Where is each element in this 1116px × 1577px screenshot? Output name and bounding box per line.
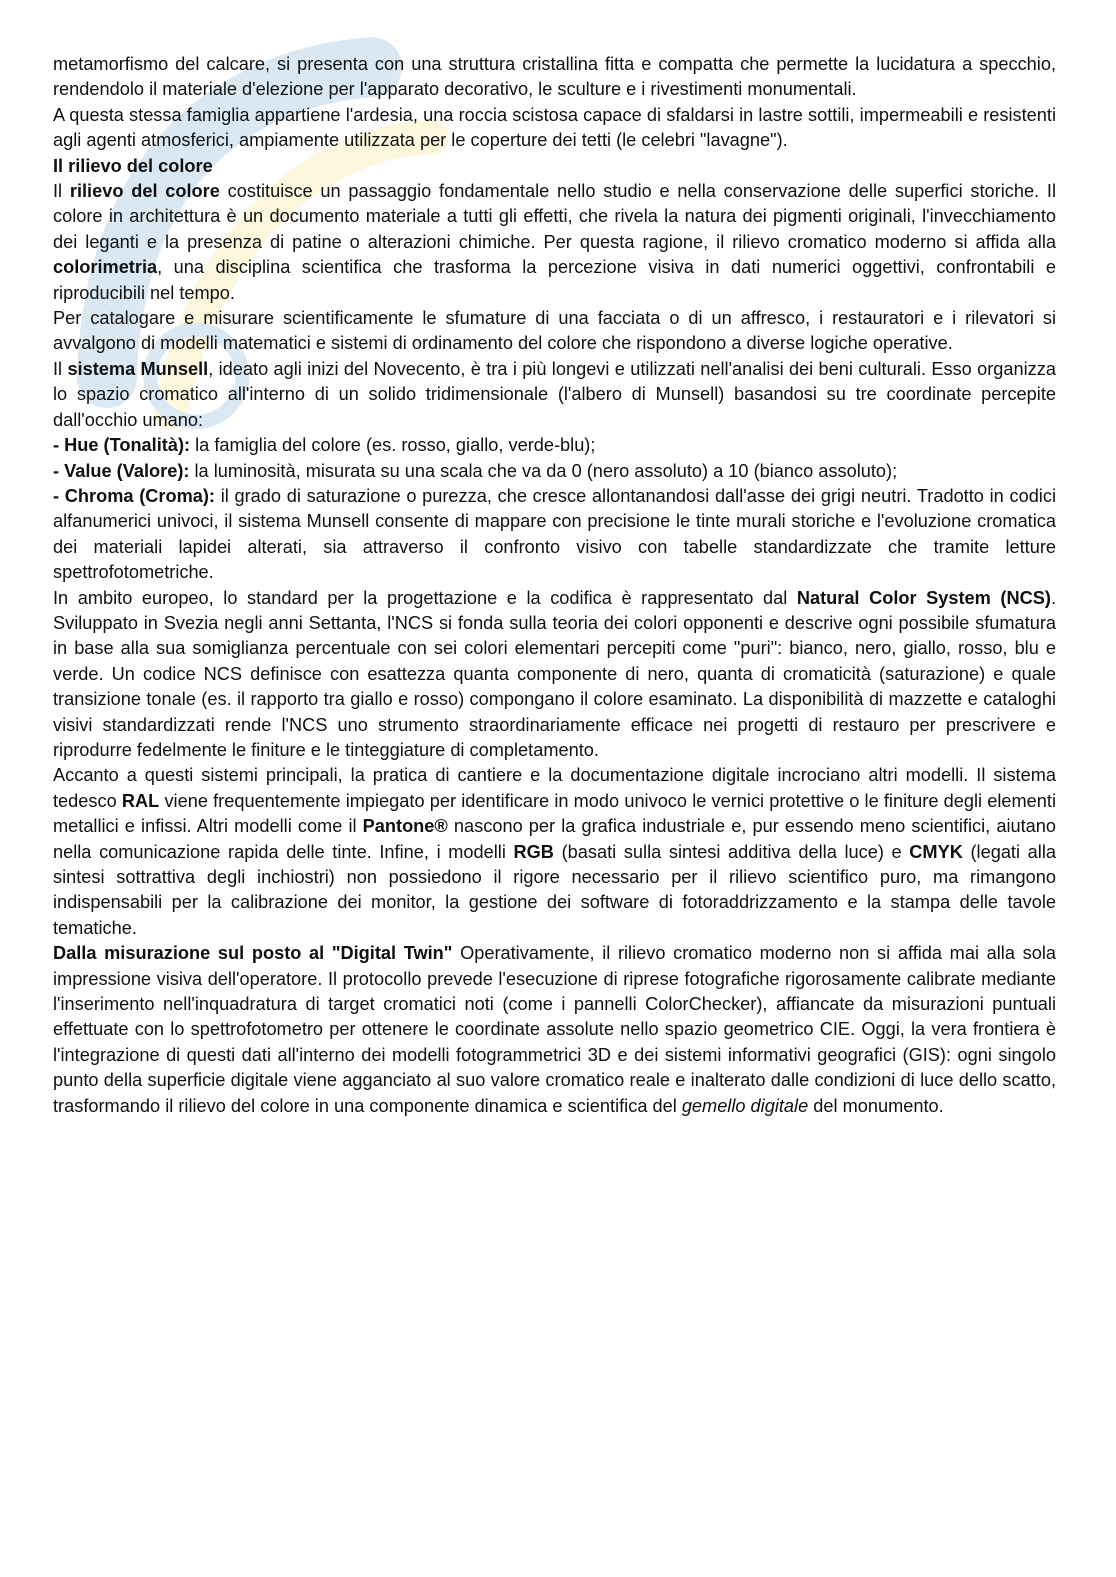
paragraph-ncs: In ambito europeo, lo standard per la progettazione e la codifica è rappresentato dal Natural Color System (NCS). Sviluppato in Svezia negli anni Settanta, l'NCS si fonda sulla teoria dei colori opponenti e descrive ogni possibile sfumatura in base alla sua somiglianza percentuale con sei colori elementari percepiti come "puri": bianco, nero, giallo, rosso, blu e verde. Un codice NCS definisce con esattezza quanta componente di nero, quanta di cromaticità (saturazione) e quale transizione tonale (es. il rapporto tra giallo e rosso) compongano il colore esaminato. La disponibilità di mazzette e cataloghi visivi standardizzati rende l'NCS uno strumento straordinariamente efficace nei progetti di restauro per prescrivere e riprodurre fedelmente le finiture e le tinteggiature di completamento. <box>53 587 1056 760</box>
list-item-value: - Value (Valore): la luminosità, misurata su una scala che va da 0 (nero assoluto) a 10 (bianco assoluto); <box>53 460 898 481</box>
document-page <box>53 52 1056 1119</box>
section-heading-rilievo-colore: Il rilievo del colore <box>53 155 213 176</box>
paragraph-ardesia: A questa stessa famiglia appartiene l'ardesia, una roccia scistosa capace di sfaldarsi in lastre sottili, impermeabili e resistenti agli agenti atmosferici, ampiamente utilizzata per le coperture dei tetti (le celebri "lavagne"). <box>53 104 1056 151</box>
paragraph-altri-modelli: Accanto a questi sistemi principali, la pratica di cantiere e la documentazione digitale incrociano altri modelli. Il sistema tedesco RAL viene frequentemente impiegato per identificare in modo univoco le vernici protettive o le finiture degli elementi metallici e infissi. Altri modelli come il Pantone® nascono per la grafica industriale e, pur essendo meno scientifici, aiutano nella comunicazione rapida delle tinte. Infine, i modelli RGB (basati sulla sintesi additiva della luce) e CMYK (legati alla sintesi sottrattiva degli inchiostri) non possiedono il rigore necessario per il rilievo scientifico puro, ma rimangono indispensabili per la calibrazione dei monitor, la gestione dei software di fotoraddrizzamento e la stampa delle tavole tematiche. <box>53 765 1057 938</box>
list-item-chroma: - Chroma (Croma): il grado di saturazione o purezza, che cresce allontanandosi dall'asse dei grigi neutri. Tradotto in codici alfanumerici univoci, il sistema Munsell consente di mappare con precisione le tinte murali storiche e l'evoluzione cromatica dei materiali lapidei alterati, sia attraverso il confronto visivo con tabelle standardizzate che tramite letture spettrofotometriche. <box>53 485 1056 583</box>
list-item-hue: - Hue (Tonalità): la famiglia del colore (es. rosso, giallo, verde-blu); <box>53 435 596 456</box>
paragraph-catalogare: Per catalogare e misurare scientificamente le sfumature di una facciata o di un affresco, i restauratori e i rilevatori si avvalgono di modelli matematici e sistemi di ordinamento del colore che rispondono a diverse logiche operative. <box>53 308 1056 354</box>
paragraph-digital-twin: Dalla misurazione sul posto al "Digital Twin" Operativamente, il rilievo cromatico moderno non si affida mai alla sola impressione visiva dell'operatore. Il protocollo prevede l'esecuzione di riprese fotografiche rigorosamente calibrate mediante l'inserimento nell'inquadratura di target cromatici noti (come i pannelli ColorChecker), affiancate da misurazioni puntuali effettuate con lo spettrofotometro per ottenere le coordinate assolute nello spazio geometrico CIE. Oggi, la vera frontiera è l'integrazione di questi dati all'interno dei modelli fotogrammetrici 3D e dei sistemi informativi geografici (GIS): ogni singolo punto della superficie digitale viene agganciato al suo valore cromatico reale e inalterato dalle condizioni di luce dello scatto, trasformando il rilievo del colore in una componente dinamica e scientifica del gemello digitale del monumento. <box>53 943 1056 1116</box>
paragraph-intro-rilievo: Il rilievo del colore costituisce un passaggio fondamentale nello studio e nella conservazione delle superfici storiche. Il colore in architettura è un documento materiale a tutti gli effetti, che rivela la natura dei pigmenti originali, l'invecchiamento dei leganti e la presenza di patine o alterazioni chimiche. Per questa ragione, il rilievo cromatico moderno si affida alla colorimetria, una disciplina scientifica che trasforma la percezione visiva in dati numerici oggettivi, confrontabili e riproducibili nel tempo. <box>53 181 1056 303</box>
paragraph-munsell: Il sistema Munsell, ideato agli inizi del Novecento, è tra i più longevi e utilizzati nell'analisi dei beni culturali. Esso organizza lo spazio cromatico all'interno di un solido tridimensionale (l'albero di Munsell) basandosi su tre coordinate percepite dall'occhio umano: <box>53 358 1056 430</box>
paragraph-marmo: metamorfismo del calcare, si presenta con una struttura cristallina fitta e compatta che permette la lucidatura a specchio, rendendolo il materiale d'elezione per l'apparato decorativo, le sculture e i rivestimenti monumentali. <box>53 54 1056 100</box>
